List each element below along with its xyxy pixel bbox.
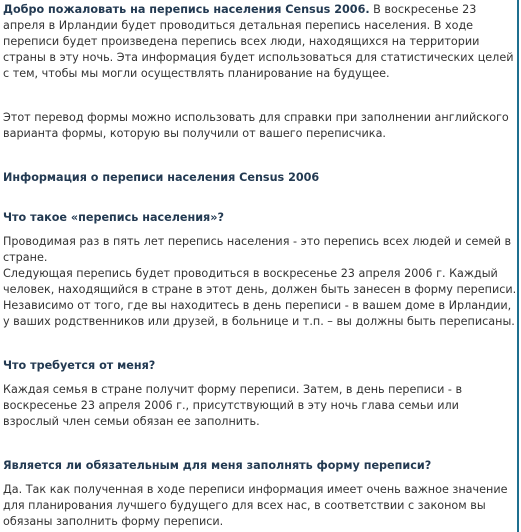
section-paragraph: Следующая перепись будет проводиться в воскресенье 23 апреля 2006 г. Каждый человек, находящийся в стране в этот день, должен быть занесен в форму переписи. Независимо от того, где вы находитесь в день переписи - в вашем доме в Ирландии, у ваших родственников или друзей, в больнице и т.п. – вы должны быть переписаны. <box>3 267 517 328</box>
welcome-heading: Добро пожаловать на перепись населения Census 2006. <box>3 3 370 16</box>
info-title: Информация о переписи населения Census 2006 <box>3 171 320 184</box>
section-question-what-is-census: Что такое «перепись населения»? <box>3 211 224 224</box>
translation-note: Этот перевод формы можно использовать для справки при заполнении английского варианта формы, которую вы получили от вашего переписчика. <box>3 111 509 140</box>
section-question-what-required: Что требуется от меня? <box>3 359 156 372</box>
section-paragraph: Да. Так как полученная в ходе переписи информация имеет очень важное значение для планирования лучшего будущего для всех нас, в соответствии с законом вы обязаны заполнить форму переписи. <box>3 483 508 528</box>
welcome-paragraph <box>3 2 517 82</box>
section-paragraph: Проводимая раз в пять лет перепись населения - это перепись всех людей и семей в стране. <box>3 235 512 264</box>
section-paragraph: Каждая семья в стране получит форму переписи. Затем, в день переписи - в воскресенье 23 апреля 2006 г., присутствующий в эту ночь глава семьи или взрослый член семьи обязан ее заполнить. <box>3 383 463 428</box>
content-area <box>3 2 517 530</box>
welcome-text: В воскресенье 23 апреля в Ирландии будет проводиться детальная перепись населения. В ходе переписи будет произведена перепись всех люди, находящихся на территории страны в эту ночь. Эта информация будет использоваться для статистических целей с тем, чтобы мы могли осуществлять планирование на будущее. <box>3 3 514 80</box>
section-question-is-mandatory: Является ли обязательным для меня заполнять форму переписи? <box>3 459 432 472</box>
